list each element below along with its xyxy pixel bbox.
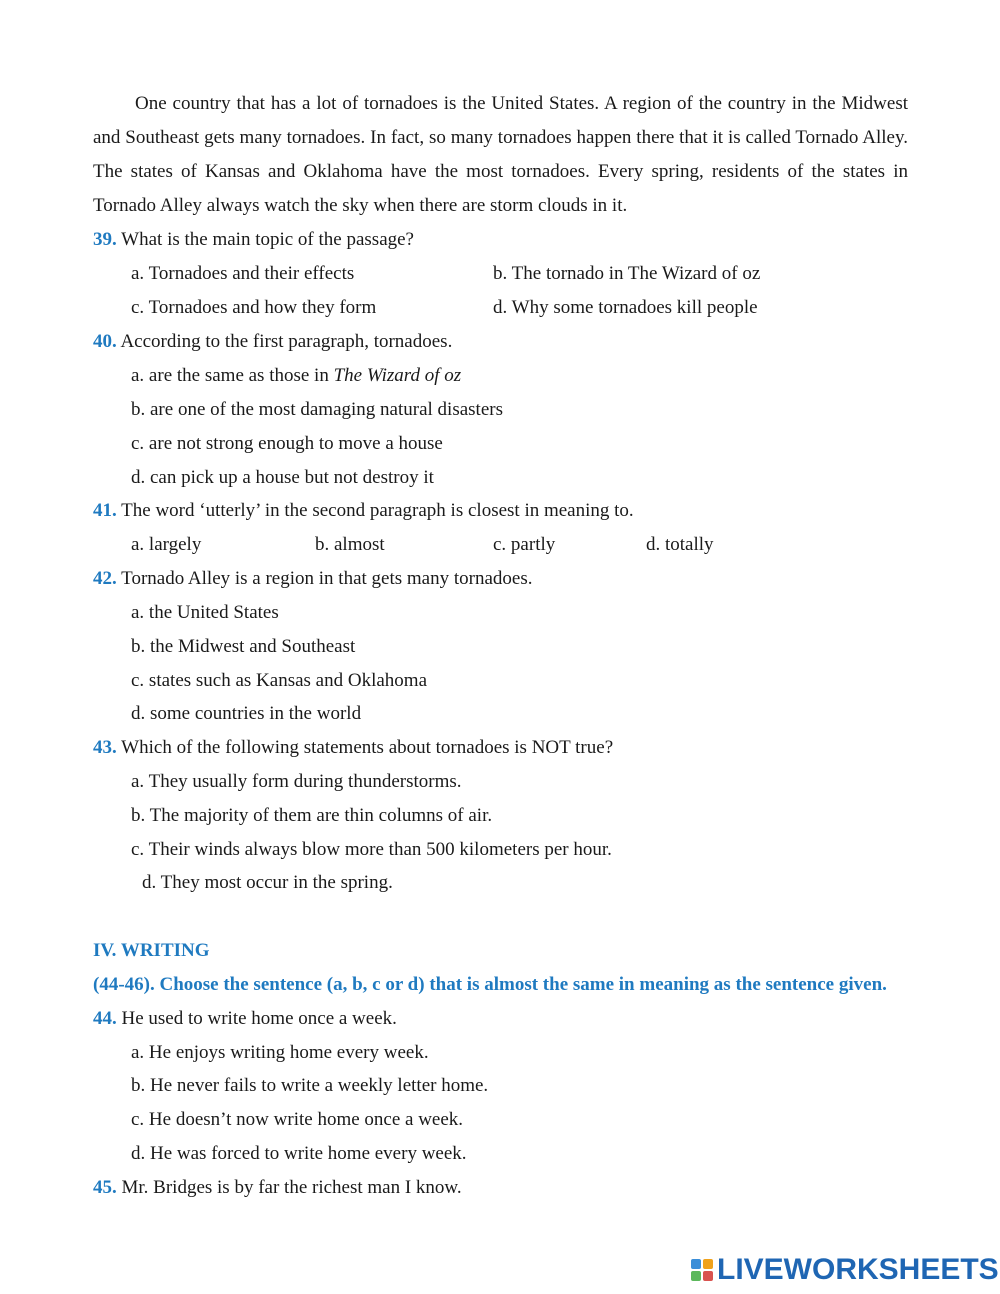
- option-41-c[interactable]: c. partly: [493, 534, 556, 555]
- option-40-c[interactable]: c. are not strong enough to move a house: [131, 433, 443, 454]
- option-43-d[interactable]: d. They most occur in the spring.: [142, 872, 393, 893]
- question-text: According to the first paragraph, tornadoes.: [120, 331, 453, 352]
- option-44-b[interactable]: b. He never fails to write a weekly letter home.: [131, 1075, 489, 1096]
- logo-square-icon: [691, 1259, 701, 1269]
- question-number: 42.: [93, 568, 117, 589]
- question-text: Which of the following statements about tornadoes is NOT true?: [121, 737, 614, 758]
- question-45: [93, 1171, 462, 1205]
- option-40-d[interactable]: d. can pick up a house but not destroy it: [131, 467, 434, 488]
- option-39-d[interactable]: d. Why some tornadoes kill people: [493, 297, 758, 318]
- question-number: 43.: [93, 737, 117, 758]
- option-42-b[interactable]: b. the Midwest and Southeast: [131, 636, 356, 657]
- option-44-c[interactable]: c. He doesn’t now write home once a week.: [131, 1109, 464, 1130]
- option-41-a[interactable]: a. largely: [131, 534, 202, 555]
- section-title: IV. WRITING: [93, 940, 210, 961]
- question-42: [93, 562, 532, 596]
- option-39-a[interactable]: a. Tornadoes and their effects: [131, 263, 355, 284]
- option-39-c[interactable]: c. Tornadoes and how they form: [131, 297, 377, 318]
- section-instruction: (44-46). Choose the sentence (a, b, c or d) that is almost the same in meaning as the sentence given.: [93, 974, 887, 995]
- question-number: 41.: [93, 500, 117, 521]
- question-40: [93, 325, 452, 359]
- option-43-c[interactable]: c. Their winds always blow more than 500 kilometers per hour.: [131, 839, 612, 860]
- option-42-c[interactable]: c. states such as Kansas and Oklahoma: [131, 670, 428, 691]
- question-text: Mr. Bridges is by far the richest man I know.: [121, 1177, 462, 1198]
- logo-square-icon: [691, 1271, 701, 1281]
- question-44: [93, 1002, 397, 1036]
- option-43-b[interactable]: b. The majority of them are thin columns of air.: [131, 805, 493, 826]
- logo-text: LIVEWORKSHEETS: [717, 1253, 999, 1286]
- option-43-a[interactable]: a. They usually form during thunderstorms.: [131, 771, 462, 792]
- option-39-b[interactable]: b. The tornado in The Wizard of oz: [493, 263, 761, 284]
- question-number: 44.: [93, 1008, 117, 1029]
- liveworksheets-logo: [691, 1250, 999, 1290]
- option-40-a[interactable]: [131, 359, 461, 393]
- question-number: 39.: [93, 229, 117, 250]
- reading-passage: One country that has a lot of tornadoes is the United States. A region of the country in the Midwest and Southeast gets many tornadoes. In fact, so many tornadoes happen there that it is called Tornado Alley. The states of Kansas and Oklahoma have the most tornadoes. Every spring, residents of the states in Tornado Alley always watch the sky when there are storm clouds in it.: [93, 93, 908, 216]
- option-40-b[interactable]: b. are one of the most damaging natural disasters: [131, 399, 503, 420]
- option-42-d[interactable]: d. some countries in the world: [131, 703, 362, 724]
- option-41-d[interactable]: d. totally: [646, 534, 714, 555]
- question-text: Tornado Alley is a region in that gets many tornadoes.: [121, 568, 533, 589]
- question-text: He used to write home once a week.: [121, 1008, 397, 1029]
- option-41-b[interactable]: b. almost: [315, 534, 385, 555]
- option-42-a[interactable]: a. the United States: [131, 602, 279, 623]
- option-text: a. are the same as those in: [131, 365, 334, 386]
- logo-mark-icon: [691, 1259, 713, 1281]
- question-text: What is the main topic of the passage?: [121, 229, 414, 250]
- logo-square-icon: [703, 1271, 713, 1281]
- logo-square-icon: [703, 1259, 713, 1269]
- option-44-d[interactable]: d. He was forced to write home every week.: [131, 1143, 467, 1164]
- question-41: [93, 494, 634, 528]
- question-43: [93, 731, 613, 765]
- book-title: The Wizard of oz: [333, 365, 462, 386]
- question-39: [93, 223, 414, 257]
- question-number: 45.: [93, 1177, 117, 1198]
- option-44-a[interactable]: a. He enjoys writing home every week.: [131, 1042, 429, 1063]
- question-text: The word ‘utterly’ in the second paragraph is closest in meaning to.: [121, 500, 634, 521]
- question-number: 40.: [93, 331, 117, 352]
